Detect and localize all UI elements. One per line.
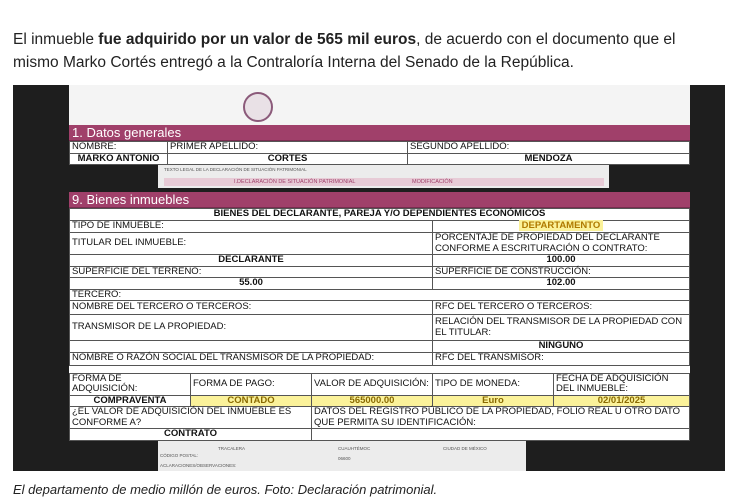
relacion-value: NINGUNO [433, 341, 690, 353]
segundo-apellido-value: MENDOZA [408, 153, 690, 165]
document-header-strip [69, 85, 690, 125]
fecha-value: 02/01/2025 [554, 395, 690, 407]
image-caption: El departamento de medio millón de euros. Foto: Declaración patrimonial. [13, 482, 438, 497]
banner-mod: MODIFICACIÓN [412, 179, 453, 185]
bienes-subtitle: BIENES DEL DECLARANTE, PAREJA Y/O DEPENDIENTES ECONÓMICOS [70, 209, 690, 221]
section-title: 1. Datos generales [69, 125, 690, 141]
moneda-value: Euro [433, 395, 554, 407]
document-middle-strip: TEXTO LEGAL DE LA DECLARACIÓN DE SITUACIÓN PATRIMONIAL I.DECLARACIÓN DE SITUACIÓN PATRIMONIAL MODIFICACIÓN [158, 165, 609, 188]
document-footer-strip: TRACALERA CUAUHTÉMOC CIUDAD DE MÉXICO CÓDIGO POSTAL: 06600 ACLARACIONES/OBSERVACIONES: [158, 441, 526, 471]
nombre-value: MARKO ANTONIO [70, 153, 168, 165]
forma-pago-value: CONTADO [191, 395, 312, 407]
sup-terreno-value: 55.00 [70, 278, 433, 290]
section-datos-generales [69, 125, 690, 165]
senate-seal-icon [243, 92, 273, 122]
porcentaje-value: 100.00 [433, 255, 690, 267]
valor-value: 565000.00 [312, 395, 433, 407]
tipo-inmueble-value: DEPARTAMENTO [433, 221, 690, 233]
primer-apellido-value: CORTES [168, 153, 408, 165]
sup-const-value: 102.00 [433, 278, 690, 290]
section-title: 9. Bienes inmuebles [69, 192, 690, 208]
section-bienes-inmuebles [69, 192, 690, 441]
conforme-value: CONTRATO [70, 429, 312, 441]
datos-generales-table: NOMBRE: PRIMER APELLIDO: SEGUNDO APELLIDO: MARKO ANTONIO CORTES MENDOZA [69, 141, 690, 165]
intro-highlight: fue adquirido por un valor de 565 mil euros [98, 30, 417, 48]
article-intro: El inmueble fue adquirido por un valor de 565 mil euros, de acuerdo con el documento que el mismo Marko Cortés entregó a la Contraloría Interna del Senado de la República. [13, 30, 676, 71]
titular-value: DECLARANTE [70, 255, 433, 267]
forma-adq-value: COMPRAVENTA [70, 395, 191, 407]
bienes-inmuebles-table: BIENES DEL DECLARANTE, PAREJA Y/O DEPENDIENTES ECONÓMICOS TIPO DE INMUEBLE: DEPARTAMENTO TITULAR DEL INMUEBLE: PORCENTAJE DE PROPIEDAD DEL DECLARANTE CONFORME A ESCRITURACIÓN O CONTRATO: DECLARANTE 100.00 SUPERFICIE DEL TERRENO: SUPERFICIE DE CONSTRUCCIÓN: 55.00 102.00 TERCERO: NOMBRE DEL TERCERO O TERCEROS: RFC DEL TERCERO O TERCEROS: TRANSMISOR DE LA PROPIEDAD: RELACIÓN DEL TRANSMISOR DE LA PROPIEDAD CON EL TITULAR: NINGUNO NOMBRE O RAZÓN SOCIAL DEL TRANSMISOR DE LA PROPIEDAD: RFC DEL TRANSMISOR: FORMA DE ADQUISICIÓN: FORMA DE PAGO: VALOR DE ADQUISICIÓN: TIPO DE MONEDA: FECHA DE ADQUISICIÓN DEL INMUEBLE: COMPRAVENTA CONTADO 565000.00 Euro 02/01/2025 ¿EL VALOR DE ADQUISICIÓN DEL INMUEBLE ES CONFORME A? DATOS DEL REGISTRO PÚBLICO DE LA PROPIEDAD, FOLIO REAL U OTRO DATO QUE PERMITA SU IDENTIFICACIÓN: CONTRATO [69, 208, 690, 441]
declaration-document-image [13, 85, 725, 471]
banner-text: I.DECLARACIÓN DE SITUACIÓN PATRIMONIAL [234, 179, 356, 185]
